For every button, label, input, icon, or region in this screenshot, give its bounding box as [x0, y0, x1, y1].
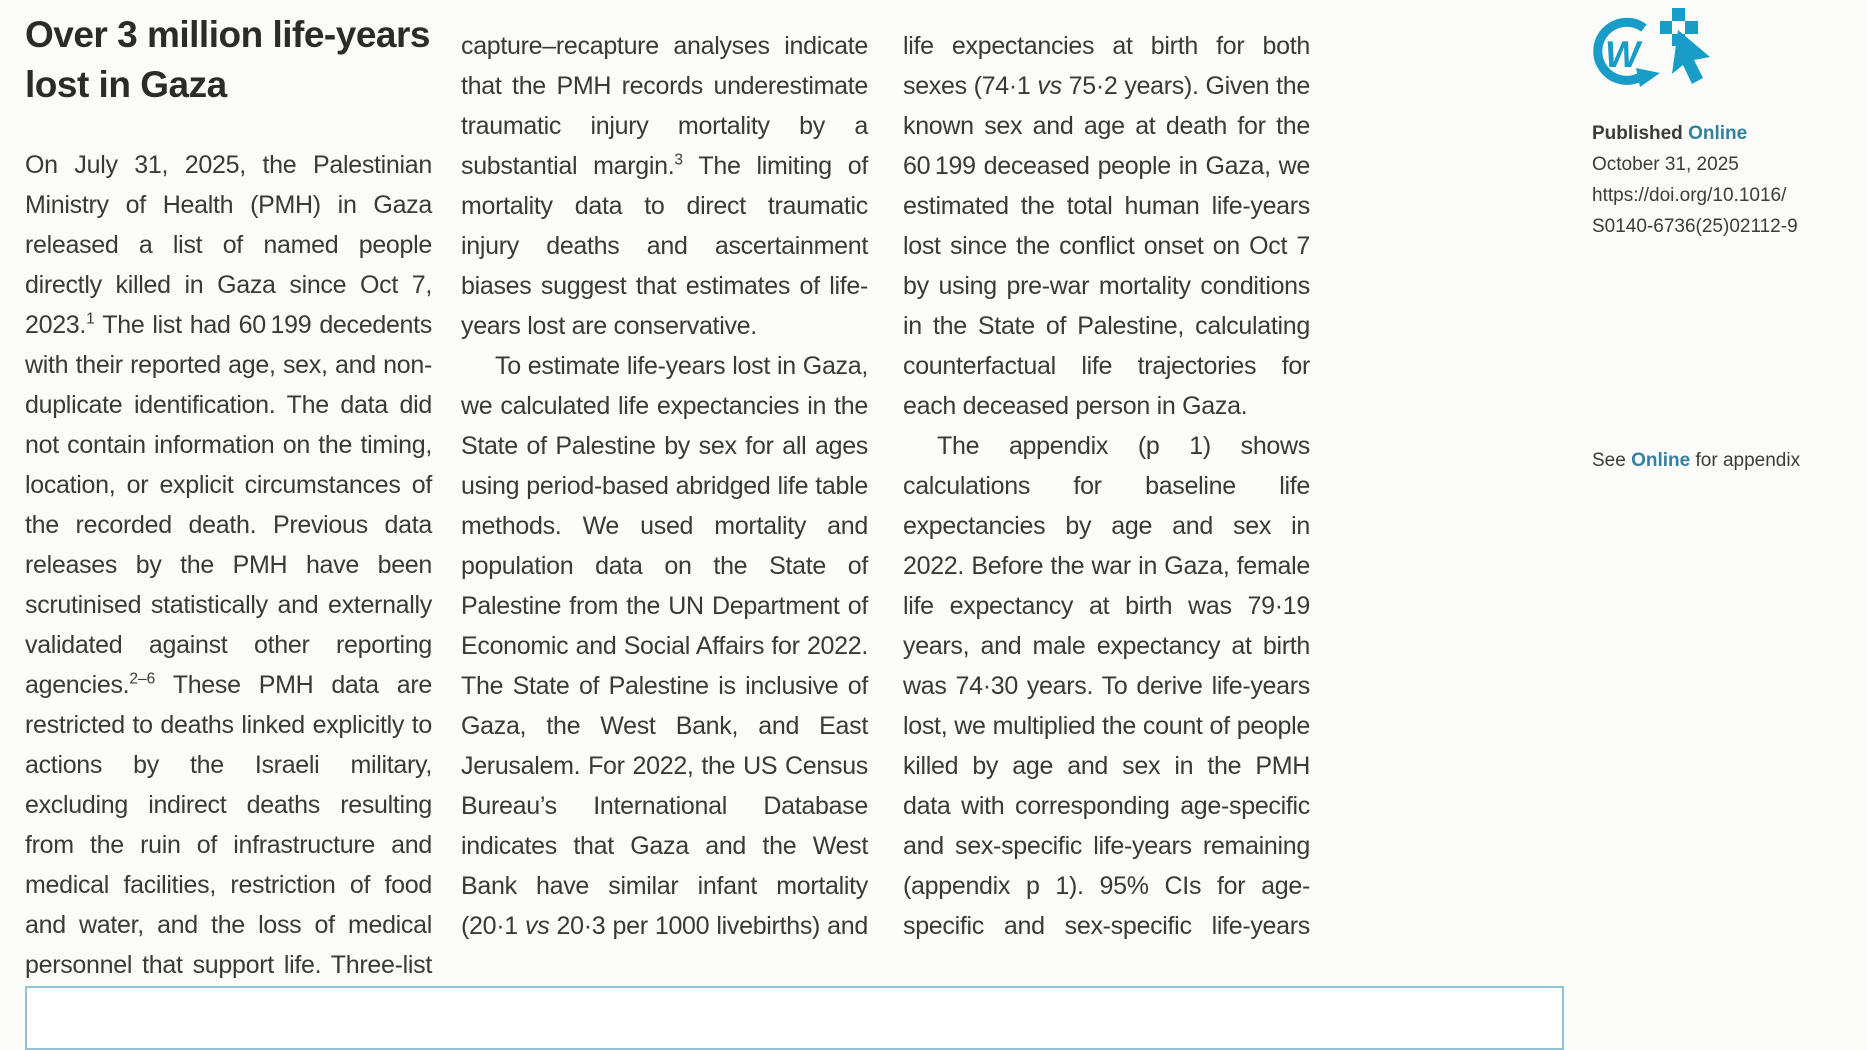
text-column-3 — [903, 26, 1310, 946]
crossmark-logo-icon[interactable] — [1590, 6, 1732, 92]
figure-panel-top-edge — [25, 986, 1564, 1050]
paragraph — [461, 26, 868, 346]
published-label: Published — [1592, 123, 1683, 144]
body-text: capture–recapture analyses indicate that the PMH records underestimate traumatic injury mortality by a substantial margin. — [461, 32, 868, 180]
paragraph — [903, 426, 1310, 946]
body-text: These PMH data are restricted to deaths linked explicitly to actions by the Israeli military, excluding indirect deaths resulting from the ruin of infrastructure and medical facilities, restriction of food and water, and the loss of medical personnel that support life. Three-list — [25, 671, 432, 979]
text-column-1 — [25, 145, 432, 985]
appendix-note — [1592, 445, 1832, 476]
reference-superscript[interactable]: 3 — [674, 151, 683, 169]
see-label: See — [1592, 450, 1626, 471]
body-text: The appendix (p 1) shows calculations for baseline life expectancies by age and sex in 2022. Before the war in Gaza, female life expectancy at birth was 79·19 years, and male expectancy at birth was 74·30 years. To derive life-years lost, we multiplied the count of people killed by age and sex in the PMH data with corresponding age-specific and sex-specific life-years remaining (appendix p 1). 95% CIs for age-specific and sex-specific life-years — [903, 432, 1310, 940]
published-online-link[interactable]: Online — [1688, 123, 1748, 144]
body-text: The limiting of mortality data to direct traumatic injury deaths and ascertainment biases suggest that estimates of life-years lost are conservative. — [461, 152, 868, 340]
article-title: Over 3 million life-years lost in Gaza — [25, 14, 430, 105]
svg-text:W: W — [1605, 34, 1640, 75]
body-text: 75·2 years). Given the known sex and age at death for the 60 199 deceased people in Gaza, we estimated the total human life-years lost since the conflict onset on Oct 7 by using pre-war mortality conditions in the State of Palestine, calculating counterfactual life trajectories for each deceased person in Gaza. — [903, 72, 1310, 420]
text-column-2 — [461, 26, 868, 946]
publication-info — [1592, 118, 1832, 242]
reference-superscript[interactable]: 1 — [86, 310, 95, 328]
appendix-online-link[interactable]: Online — [1631, 450, 1691, 471]
body-text: The list had 60 199 decedents with their reported age, sex, and non-duplicate identification. The data did not contain information on the timing, location, or explicit circumstances of the recorded death. Previous data releases by the PMH have been scrutinised statistically and externally validated against other reporting agencies. — [25, 311, 432, 699]
publication-date: October 31, 2025 — [1592, 154, 1739, 175]
paragraph — [461, 346, 868, 946]
doi-line-2: S0140-6736(25)02112-9 — [1592, 216, 1798, 237]
doi-line-1: https://doi.org/10.1016/ — [1592, 185, 1787, 206]
body-text: To estimate life-years lost in Gaza, we calculated life expectancies in the State of Palestine by sex for all ages using period-based abridged life table methods. We used mortality and population data on the State of Palestine from the UN Department of Economic and Social Affairs for 2022. The State of Palestine is inclusive of Gaza, the West Bank, and East Jerusalem. For 2022, the US Census Bureau’s International Database indicates that Gaza and the West Bank have similar infant mortality (20·1 — [461, 352, 868, 940]
published-online-line — [1592, 118, 1832, 149]
paragraph — [903, 26, 1310, 426]
body-text: 20·3 per 1000 livebirths) and — [549, 912, 868, 940]
italic-text: vs — [525, 912, 550, 940]
reference-superscript[interactable]: 2–6 — [129, 670, 156, 688]
paragraph — [25, 145, 432, 985]
body-text: On July 31, 2025, the Palestinian Ministry of Health (PMH) in Gaza released a list of named people directly killed in Gaza since Oct 7, 2023. — [25, 151, 432, 339]
italic-text: vs — [1037, 72, 1062, 100]
appendix-rest-label: for appendix — [1695, 450, 1801, 471]
body-text: life expectancies at birth for both sexes (74·1 — [903, 32, 1310, 100]
